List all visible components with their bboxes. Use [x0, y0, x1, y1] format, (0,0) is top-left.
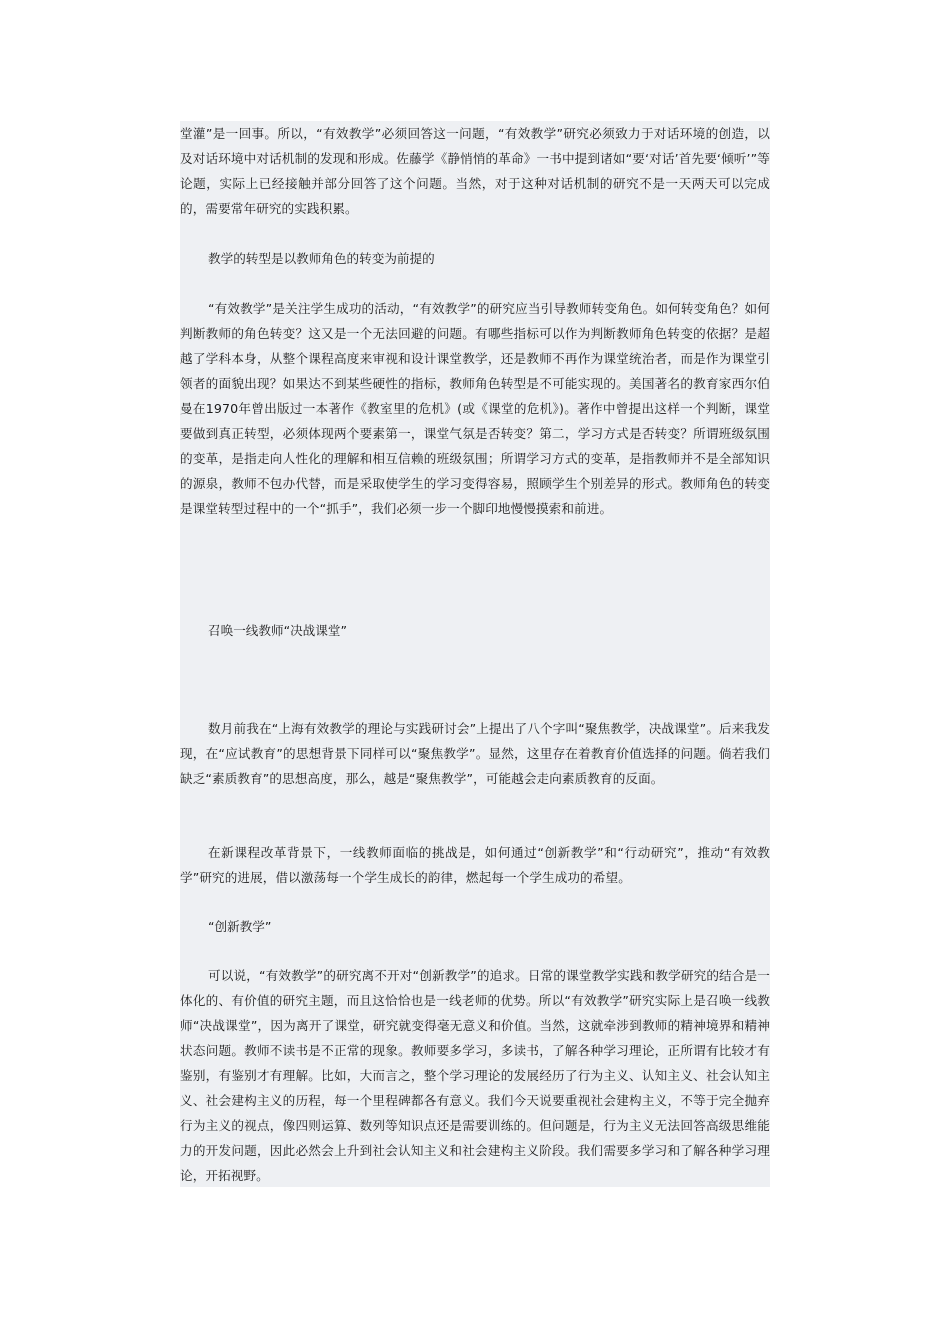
section-heading-decisive-classroom: 召唤一线教师“决战课堂” — [208, 623, 347, 638]
paragraph-innovative-teaching: 可以说，“有效教学”的研究离不开对“创新教学”的追求。日常的课堂教学实践和教学研究的结合是一体化的、有价值的研究主题，而且这恰恰也是一线老师的优势。所以“有效教学”研究实际上是召唤一线教师“决战课堂”，因为离开了课堂，研究就变得毫无意义和价值。当然，这就牵涉到教师的精神境界和精神状态问题。教师不读书是不正常的现象。教师要多学习，多读书，了解各种学习理论，正所谓有比较才有鉴别，有鉴别才有理解。比如，大而言之，整个学习理论的发展经历了行为主义、认知主义、社会认知主义、社会建构主义的历程，每一个里程碑都各有意义。我们今天说要重视社会建构主义，不等于完全抛弃行为主义的视点，像四则运算、数列等知识点还是需要训练的。但问题是，行为主义无法回答高级思维能力的开发问题，因此必然会上升到社会认知主义和社会建构主义阶段。我们需要多学习和了解各种学习理论，开拓视野。 — [180, 968, 770, 1183]
paragraph-dialogue-mechanism: 堂灌”是一回事。所以，“有效教学”必须回答这一问题，“有效教学”研究必须致力于对话环境的创造，以及对话环境中对话机制的发现和形成。佐藤学《静悄悄的革命》一书中提到诸如“要‘对话’首先要‘倾听’”等论题，实际上已经接触并部分回答了这个问题。当然，对于这种对话机制的研究不是一天两天可以完成的，需要常年研究的实践积累。 — [180, 126, 770, 216]
section-heading-innovative-teaching: “创新教学” — [208, 919, 272, 934]
article-body — [180, 121, 770, 1187]
paragraph-focus-teaching: 数月前我在“上海有效教学的理论与实践研讨会”上提出了八个字叫“聚焦教学，决战课堂”。后来我发现，在“应试教育”的思想背景下同样可以“聚焦教学”。显然，这里存在着教育价值选择的问题。倘若我们缺乏“素质教育”的思想高度，那么，越是“聚焦教学”，可能越会走向素质教育的反面。 — [180, 721, 770, 786]
paragraph-new-curriculum: 在新课程改革背景下，一线教师面临的挑战是，如何通过“创新教学”和“行动研究”，推动“有效教学”研究的进展，借以激荡每一个学生成长的韵律，燃起每一个学生成功的希望。 — [180, 845, 770, 885]
section-heading-teacher-role: 教学的转型是以教师角色的转变为前提的 — [208, 251, 435, 266]
paragraph-teacher-role: “有效教学”是关注学生成功的活动，“有效教学”的研究应当引导教师转变角色。如何转变角色？如何判断教师的角色转变？这又是一个无法回避的问题。有哪些指标可以作为判断教师角色转变的依据？是超越了学科本身，从整个课程高度来审视和设计课堂教学，还是教师不再作为课堂统治者，而是作为课堂引领者的面貌出现？如果达不到某些硬性的指标，教师角色转型是不可能实现的。美国著名的教育家西尔伯曼在1970年曾出版过一本著作《教室里的危机》(或《课堂的危机》)。著作中曾提出这样一个判断，课堂要做到真正转型，必须体现两个要素第一，课堂气氛是否转变？第二，学习方式是否转变？所谓班级氛围的变革，是指走向人性化的理解和相互信赖的班级氛围；所谓学习方式的变革，是指教师并不是全部知识的源泉，教师不包办代替，而是采取使学生的学习变得容易，照顾学生个别差异的形式。教师角色的转变是课堂转型过程中的一个“抓手”，我们必须一步一个脚印地慢慢摸索和前进。 — [180, 301, 770, 516]
